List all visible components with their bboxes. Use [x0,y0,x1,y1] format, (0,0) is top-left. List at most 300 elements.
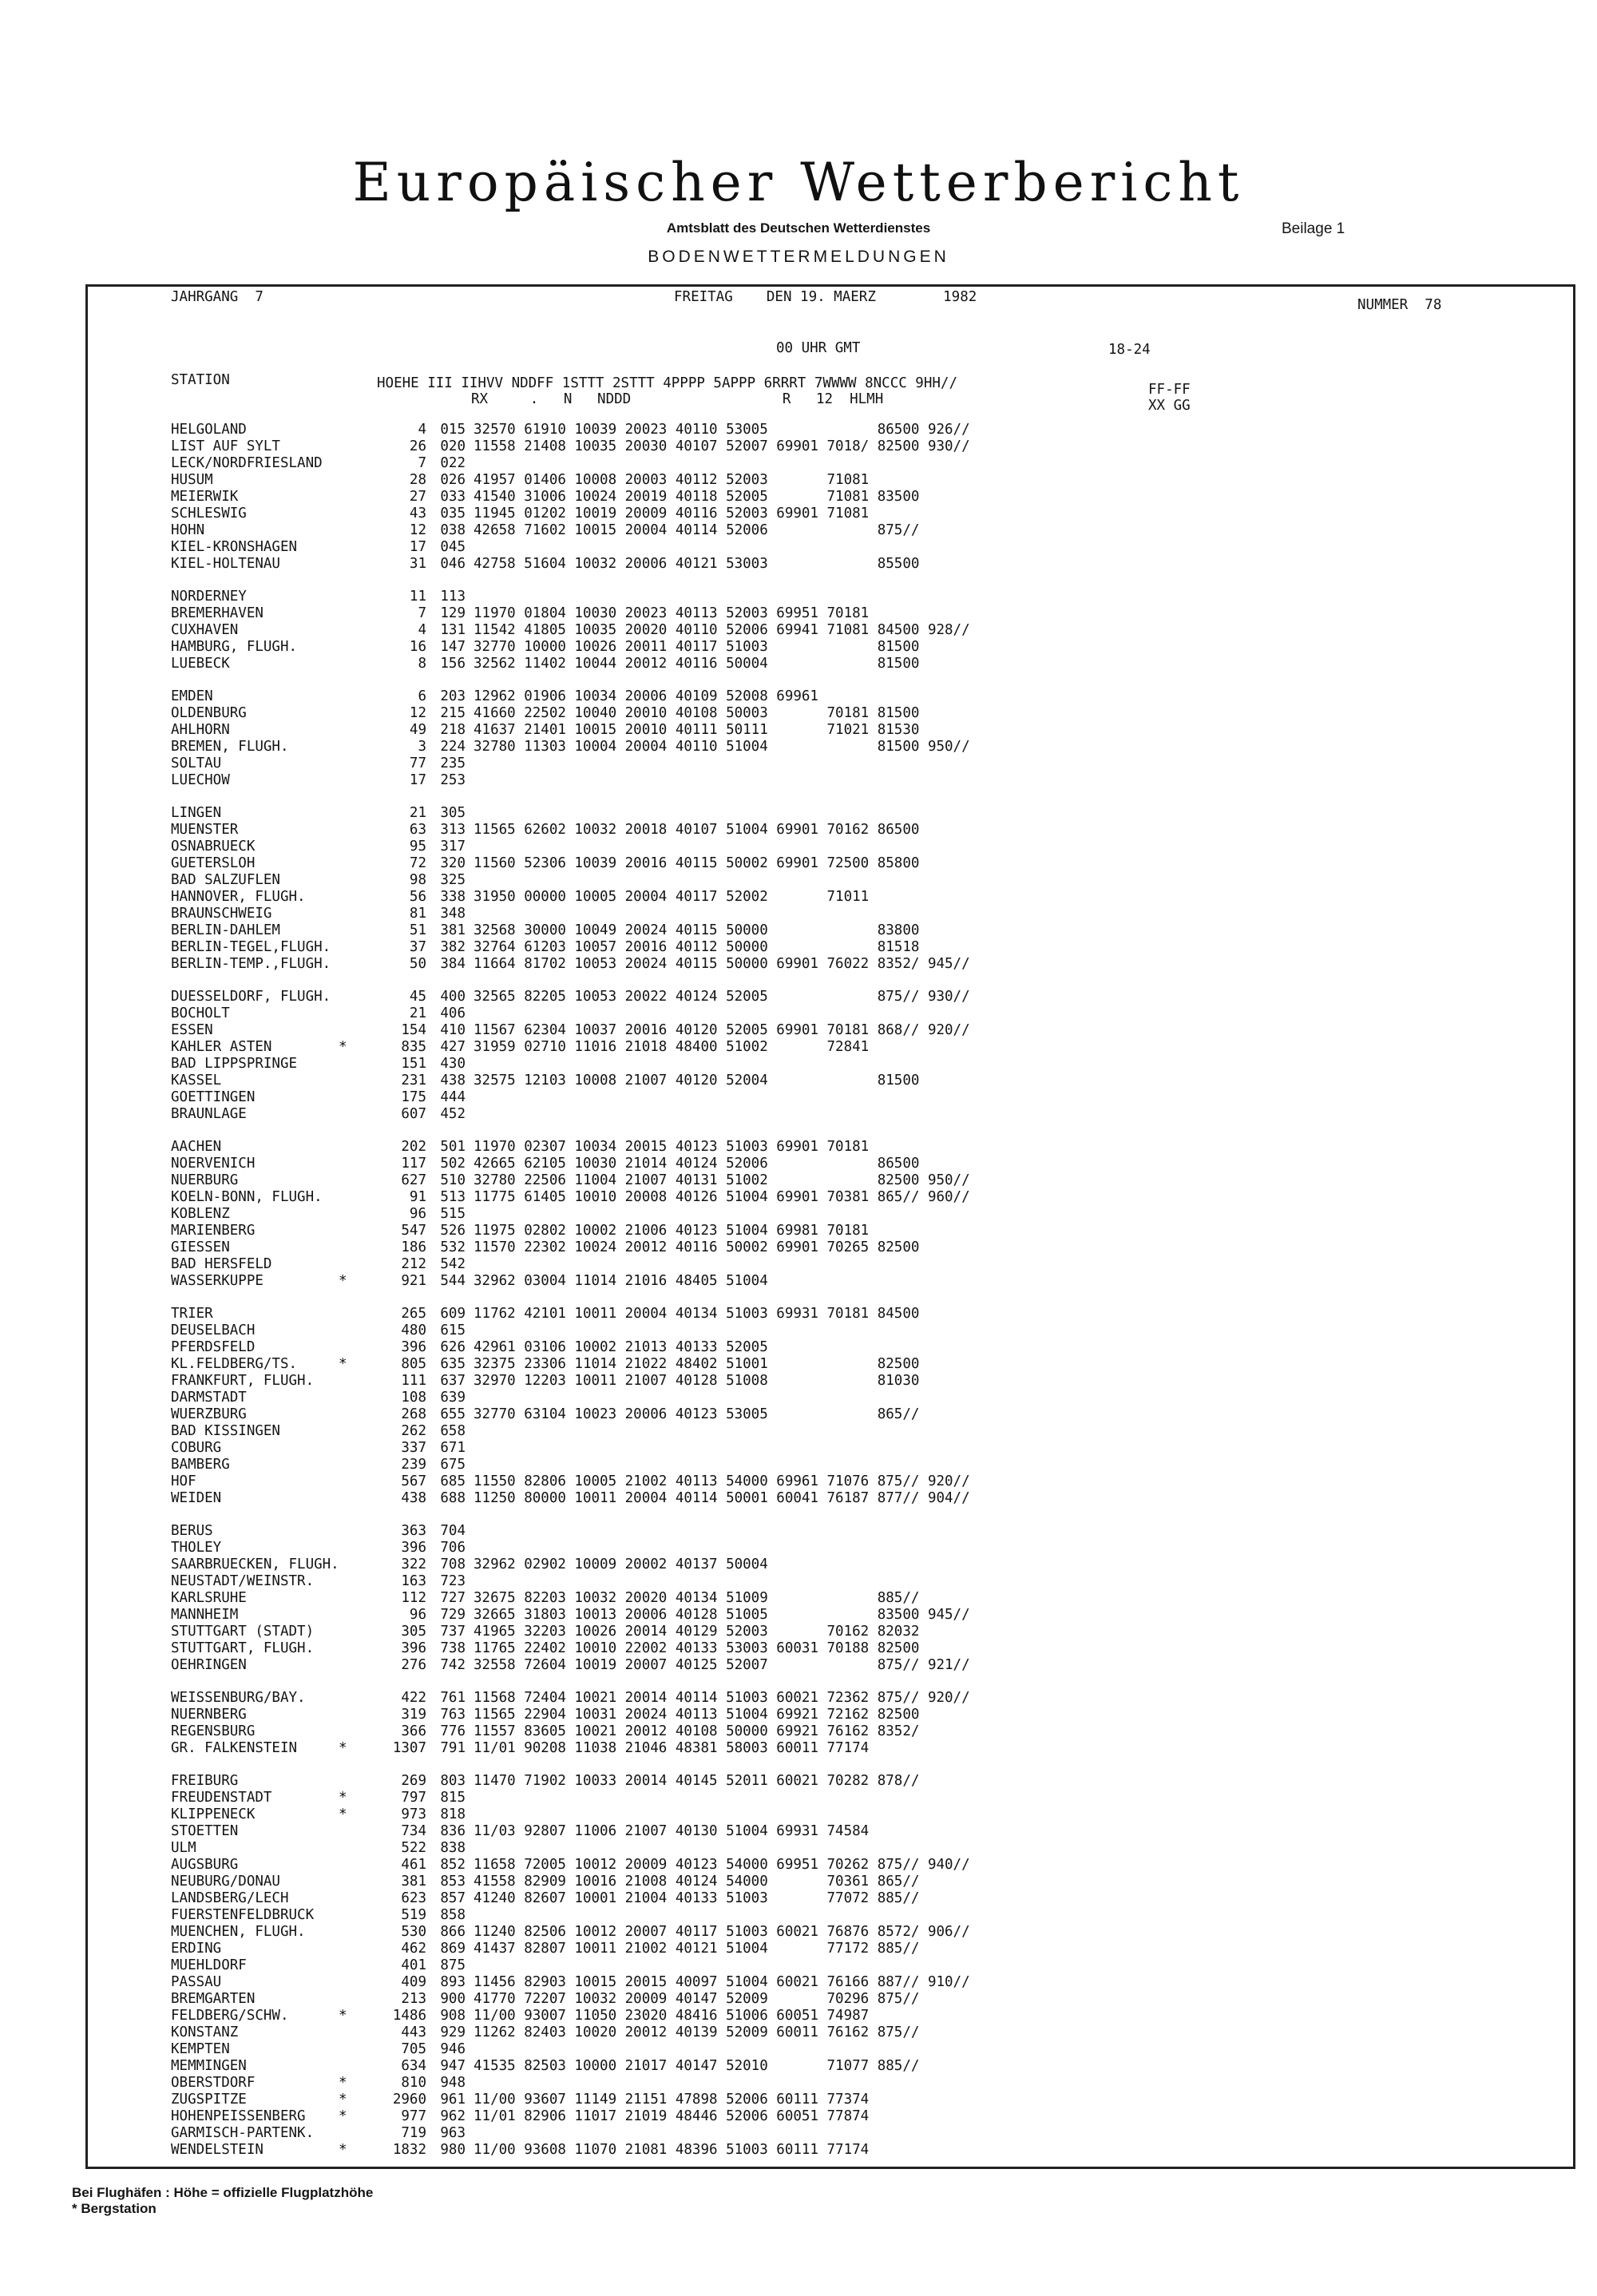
station-name: BREMEN, FLUGH. [171,739,289,755]
synop-groups: 31959 02710 11016 21018 48400 51002 72841 [474,1039,870,1055]
station-index: 838 [440,1840,466,1856]
station-index: 961 [440,2092,466,2108]
synop-groups: 41965 32203 10026 20014 40129 52003 70162 82032 [474,1624,920,1640]
station-name: BOCHOLT [171,1005,230,1021]
time-range: 18-24 [1108,342,1151,358]
synop-groups: 11970 02307 10034 20015 40123 51003 69901 70181 [474,1139,870,1155]
station-index: 218 [440,722,466,738]
station-name: AUGSBURG [171,1857,239,1873]
synop-groups: 42665 62105 10030 21014 40124 52006 86500 [474,1156,920,1172]
station-name: OLDENBURG [171,705,247,721]
station-name: BREMGARTEN [171,1991,256,2007]
station-elevation: 151 [401,1056,426,1072]
station-name: KASSEL [171,1073,222,1089]
station-elevation: 96 [409,1607,426,1623]
page-subtitle: Amtsblatt des Deutschen Wetterdienstes [666,220,931,236]
station-elevation: 21 [409,805,426,821]
station-index: 858 [440,1907,466,1923]
station-elevation: 231 [401,1073,426,1089]
station-name: NUERNBERG [171,1707,247,1723]
mountain-marker: * [339,1039,347,1055]
station-index: 400 [440,989,466,1005]
footnote-airports: Bei Flughäfen : Höhe = offizielle Flugplatzhöhe [72,2185,374,2200]
station-elevation: 154 [401,1022,426,1038]
observation-time: 00 UHR GMT [776,340,861,356]
station-elevation: 175 [401,1089,426,1105]
station-name: LUECHOW [171,772,230,788]
station-elevation: 1307 [392,1740,426,1756]
station-elevation: 921 [401,1273,426,1289]
station-elevation: 28 [409,472,426,488]
synop-groups: 32770 63104 10023 20006 40123 53005 865// [474,1406,920,1422]
station-elevation: 96 [409,1206,426,1222]
station-index: 761 [440,1690,466,1706]
wind-header-1: FF-FF [1148,382,1191,398]
code-header-1: HOEHE III IIHVV NDDFF 1STTT 2STTT 4PPPP 5APPP 6RRRT 7WWWW 8NCCC 9HH// [377,375,957,391]
mountain-marker: * [339,1790,347,1806]
mountain-marker: * [339,2008,347,2024]
station-elevation: 443 [401,2024,426,2040]
mountain-marker: * [339,2092,347,2108]
station-name: KLIPPENECK [171,1806,256,1822]
station-index: 962 [440,2108,466,2124]
station-index: 317 [440,839,466,855]
station-name: HANNOVER, FLUGH. [171,889,306,905]
station-elevation: 45 [409,989,426,1005]
station-index: 203 [440,688,466,704]
station-name: KEMPTEN [171,2041,230,2057]
synop-groups: 32570 61910 10039 20023 40110 53005 86500 926// [474,422,970,438]
station-name: MEMMINGEN [171,2058,247,2074]
station-elevation: 21 [409,1005,426,1021]
station-name: BRAUNSCHWEIG [171,906,272,922]
mountain-marker: * [339,1740,347,1756]
station-index: 215 [440,705,466,721]
station-index: 869 [440,1941,466,1957]
station-index: 510 [440,1172,466,1188]
station-elevation: 95 [409,839,426,855]
station-index: 688 [440,1490,466,1506]
station-index: 515 [440,1206,466,1222]
station-name: THOLEY [171,1540,222,1556]
station-elevation: 12 [409,705,426,721]
synop-groups: 11765 22402 10010 22002 40133 53003 60031 70188 82500 [474,1640,920,1656]
station-name: FUERSTENFELDBRUCK [171,1907,315,1923]
station-elevation: 212 [401,1256,426,1272]
station-name: MEIERWIK [171,489,239,505]
station-elevation: 72 [409,855,426,871]
station-index: 737 [440,1624,466,1640]
station-elevation: 705 [401,2041,426,2057]
station-index: 035 [440,506,466,521]
station-name: WEISSENBURG/BAY. [171,1690,306,1706]
station-name: BERLIN-TEMP.,FLUGH. [171,956,331,972]
station-name: AHLHORN [171,722,230,738]
station-elevation: 111 [401,1373,426,1389]
synop-groups: 32780 11303 10004 20004 40110 51004 81500 950// [474,739,970,755]
synop-groups: 12962 01906 10034 20006 40109 52008 69961 [474,688,818,704]
station-elevation: 276 [401,1657,426,1673]
station-index: 147 [440,639,466,655]
station-index: 382 [440,939,466,955]
station-elevation: 268 [401,1406,426,1422]
synop-groups: 11550 82806 10005 21002 40113 54000 69961 71076 875// 920// [474,1473,970,1489]
station-index: 815 [440,1790,466,1806]
station-elevation: 31 [409,556,426,572]
station-name: BAMBERG [171,1457,230,1473]
station-name: BERUS [171,1523,213,1539]
synop-groups: 41957 01406 10008 20003 40112 52003 71081 [474,472,870,488]
station-index: 501 [440,1139,466,1155]
station-name: HUSUM [171,472,213,488]
station-name: DUESSELDORF, FLUGH. [171,989,331,1005]
station-elevation: 1832 [392,2142,426,2158]
synop-groups: 32562 11402 10044 20012 40116 50004 81500 [474,656,920,672]
code-header-2: RX . N NDDD R 12 HLMH [471,391,884,407]
station-elevation: 396 [401,1640,426,1656]
synop-groups: 42758 51604 10032 20006 40121 53003 85500 [474,556,920,572]
synop-groups: 32962 02902 10009 20002 40137 50004 [474,1556,768,1572]
station-elevation: 37 [409,939,426,955]
station-name: OSNABRUECK [171,839,256,855]
station-index: 427 [440,1039,466,1055]
station-index: 131 [440,622,466,638]
station-elevation: 7 [418,605,426,621]
station-index: 513 [440,1189,466,1205]
station-index: 723 [440,1573,466,1589]
synop-groups: 11542 41805 10035 20020 40110 52006 69941 71081 84500 928// [474,622,970,638]
station-elevation: 634 [401,2058,426,2074]
station-index: 852 [440,1857,466,1873]
synop-groups: 11568 72404 10021 20014 40114 51003 60021 72362 875// 920// [474,1690,970,1706]
synop-groups: 41558 82909 10016 21008 40124 54000 70361 865// [474,1874,920,1890]
station-elevation: 43 [409,506,426,521]
station-name: KONSTANZ [171,2024,239,2040]
station-index: 738 [440,1640,466,1656]
synop-groups: 41770 72207 10032 20009 40147 52009 70296 875// [474,1991,920,2007]
station-name: MANNHEIM [171,1607,239,1623]
station-elevation: 50 [409,956,426,972]
synop-groups: 11/01 82906 11017 21019 48446 52006 60051 77874 [474,2108,870,2124]
report-date: FREITAG DEN 19. MAERZ 1982 [674,289,977,305]
synop-groups: 11/00 93608 11070 21081 48396 51003 60111 77174 [474,2142,870,2158]
station-name: OBERSTDORF [171,2075,256,2091]
station-name: MARIENBERG [171,1223,256,1239]
station-index: 908 [440,2008,466,2024]
station-elevation: 719 [401,2125,426,2141]
synop-groups: 11565 62602 10032 20018 40107 51004 69901 70162 86500 [474,822,920,838]
station-elevation: 366 [401,1723,426,1739]
station-index: 742 [440,1657,466,1673]
station-name: ESSEN [171,1022,213,1038]
station-index: 727 [440,1590,466,1606]
station-elevation: 17 [409,539,426,555]
station-elevation: 6 [418,688,426,704]
station-name: BRAUNLAGE [171,1106,247,1122]
station-name: KAHLER ASTEN [171,1039,272,1055]
station-elevation: 319 [401,1707,426,1723]
synop-groups: 41660 22502 10040 20010 40108 50003 70181 81500 [474,705,920,721]
station-name: KOELN-BONN, FLUGH. [171,1189,323,1205]
station-name: DEUSELBACH [171,1322,256,1338]
station-index: 875 [440,1957,466,1973]
synop-groups: 32665 31803 10013 20006 40128 51005 83500 945// [474,1607,970,1623]
station-index: 033 [440,489,466,505]
station-elevation: 77 [409,755,426,771]
synop-groups: 11/03 92807 11006 21007 40130 51004 69931 74584 [474,1823,870,1839]
synop-groups: 11560 52306 10039 20016 40115 50002 69901 72500 85800 [474,855,920,871]
synop-groups: 32375 23306 11014 21022 48402 51001 82500 [474,1356,920,1372]
station-name: NEUSTADT/WEINSTR. [171,1573,315,1589]
station-index: 045 [440,539,466,555]
station-name: BERLIN-TEGEL,FLUGH. [171,939,331,955]
station-name: SCHLESWIG [171,506,247,521]
synop-groups: 11/01 90208 11038 21046 48381 58003 60011 77174 [474,1740,870,1756]
station-index: 635 [440,1356,466,1372]
station-elevation: 49 [409,722,426,738]
station-name: NEUBURG/DONAU [171,1874,280,1890]
station-name: HAMBURG, FLUGH. [171,639,298,655]
station-index: 857 [440,1890,466,1906]
station-index: 671 [440,1440,466,1456]
station-name: STUTTGART, FLUGH. [171,1640,315,1656]
station-name: GIESSEN [171,1239,230,1255]
synop-groups: 41540 31006 10024 20019 40118 52005 71081 83500 [474,489,920,505]
station-name: OEHRINGEN [171,1657,247,1673]
station-elevation: 810 [401,2075,426,2091]
station-name: WEIDEN [171,1490,222,1506]
station-elevation: 56 [409,889,426,905]
station-index: 609 [440,1306,466,1322]
station-name: BAD HERSFELD [171,1256,272,1272]
synop-groups: 11/00 93607 11149 21151 47898 52006 60111 77374 [474,2092,870,2108]
station-elevation: 567 [401,1473,426,1489]
footnote-mountain: * Bergstation [72,2201,157,2216]
station-name: KIEL-HOLTENAU [171,556,280,572]
station-name: PASSAU [171,1974,222,1990]
station-elevation: 623 [401,1890,426,1906]
station-elevation: 202 [401,1139,426,1155]
station-elevation: 797 [401,1790,426,1806]
station-name: NORDERNEY [171,589,247,605]
station-name: KARLSRUHE [171,1590,247,1606]
station-elevation: 409 [401,1974,426,1990]
station-header: STATION [171,372,230,388]
station-index: 438 [440,1073,466,1089]
station-elevation: 461 [401,1857,426,1873]
station-name: HOHN [171,522,205,538]
station-elevation: 108 [401,1390,426,1406]
station-index: 430 [440,1056,466,1072]
station-elevation: 805 [401,1356,426,1372]
station-elevation: 401 [401,1957,426,1973]
station-index: 038 [440,522,466,538]
station-elevation: 734 [401,1823,426,1839]
station-name: BAD LIPPSPRINGE [171,1056,298,1072]
station-index: 655 [440,1406,466,1422]
station-name: NOERVENICH [171,1156,256,1172]
station-name: GOETTINGEN [171,1089,256,1105]
station-elevation: 627 [401,1172,426,1188]
station-elevation: 16 [409,639,426,655]
synop-groups: 11570 22302 10024 20012 40116 50002 69901 70265 82500 [474,1239,920,1255]
station-name: MUENCHEN, FLUGH. [171,1924,306,1940]
station-elevation: 27 [409,489,426,505]
section-heading: BODENWETTERMELDUNGEN [648,248,949,266]
station-index: 452 [440,1106,466,1122]
station-elevation: 4 [418,422,426,438]
station-index: 224 [440,739,466,755]
station-name: BERLIN-DAHLEM [171,922,280,938]
station-name: DARMSTADT [171,1390,247,1406]
station-elevation: 480 [401,1322,426,1338]
station-elevation: 163 [401,1573,426,1589]
station-index: 381 [440,922,466,938]
synop-groups: 41637 21401 10015 20010 40111 50111 71021 81530 [474,722,920,738]
station-elevation: 8 [418,656,426,672]
station-name: COBURG [171,1440,222,1456]
synop-groups: 11664 81702 10053 20024 40115 50000 69901 76022 8352/ 945// [474,956,970,972]
station-elevation: 51 [409,922,426,938]
station-elevation: 2960 [392,2092,426,2108]
station-name: FREUDENSTADT [171,1790,272,1806]
station-elevation: 269 [401,1773,426,1789]
station-index: 946 [440,2041,466,2057]
station-elevation: 63 [409,822,426,838]
station-elevation: 265 [401,1306,426,1322]
station-elevation: 3 [418,739,426,755]
station-index: 305 [440,805,466,821]
station-index: 615 [440,1322,466,1338]
synop-groups: 32962 03004 11014 21016 48405 51004 [474,1273,768,1289]
station-elevation: 26 [409,438,426,454]
station-name: TRIER [171,1306,213,1322]
synop-groups: 42961 03106 10002 21013 40133 52005 [474,1339,768,1355]
station-index: 544 [440,1273,466,1289]
station-index: 444 [440,1089,466,1105]
station-elevation: 305 [401,1624,426,1640]
station-elevation: 396 [401,1540,426,1556]
station-name: HOHENPEISSENBERG [171,2108,306,2124]
station-name: PFERDSFELD [171,1339,256,1355]
station-index: 803 [440,1773,466,1789]
station-index: 763 [440,1707,466,1723]
station-name: LIST AUF SYLT [171,438,280,454]
synop-groups: 32770 10000 10026 20011 40117 51003 81500 [474,639,920,655]
station-index: 704 [440,1523,466,1539]
station-index: 129 [440,605,466,621]
station-name: LECK/NORDFRIESLAND [171,455,323,471]
station-name: HOF [171,1473,196,1489]
station-index: 685 [440,1473,466,1489]
synop-groups: 11470 71902 10033 20014 40145 52011 60021 70282 878// [474,1773,920,1789]
station-elevation: 4 [418,622,426,638]
station-name: GR. FALKENSTEIN [171,1740,298,1756]
station-name: WUERZBURG [171,1406,247,1422]
synop-groups: 42658 71602 10015 20004 40114 52006 875// [474,522,920,538]
synop-groups: 11/00 93007 11050 23020 48416 51006 60051 74987 [474,2008,870,2024]
synop-groups: 11557 83605 10021 20012 40108 50000 69921 76162 8352/ [474,1723,920,1739]
station-index: 893 [440,1974,466,1990]
synop-groups: 32970 12203 10011 21007 40128 51008 81030 [474,1373,920,1389]
synop-groups: 11762 42101 10011 20004 40134 51003 69931 70181 84500 [474,1306,920,1322]
station-index: 675 [440,1457,466,1473]
station-index: 542 [440,1256,466,1272]
station-elevation: 363 [401,1523,426,1539]
beilage-label: Beilage 1 [1282,220,1345,237]
mountain-marker: * [339,2075,347,2091]
station-index: 818 [440,1806,466,1822]
mountain-marker: * [339,2108,347,2124]
station-index: 410 [440,1022,466,1038]
station-index: 658 [440,1423,466,1439]
station-name: LINGEN [171,805,222,821]
synop-groups: 11262 82403 10020 20012 40139 52009 60011 76162 875// [474,2024,920,2040]
station-name: KIEL-KRONSHAGEN [171,539,298,555]
station-index: 776 [440,1723,466,1739]
station-index: 836 [440,1823,466,1839]
station-elevation: 213 [401,1991,426,2007]
wind-header-2: XX GG [1148,398,1191,414]
synop-groups: 11658 72005 10012 20009 40123 54000 69951 70262 875// 940// [474,1857,970,1873]
station-index: 156 [440,656,466,672]
station-elevation: 1486 [392,2008,426,2024]
station-index: 015 [440,422,466,438]
station-elevation: 17 [409,772,426,788]
station-elevation: 81 [409,906,426,922]
station-name: ZUGSPITZE [171,2092,247,2108]
station-name: SOLTAU [171,755,222,771]
station-name: HELGOLAND [171,422,247,438]
station-index: 853 [440,1874,466,1890]
station-index: 866 [440,1924,466,1940]
station-name: BAD SALZUFLEN [171,872,280,888]
synop-groups: 32780 22506 11004 21007 40131 51002 82500 950// [474,1172,970,1188]
station-index: 637 [440,1373,466,1389]
synop-groups: 41240 82607 10001 21004 40133 51003 77072 885// [474,1890,920,1906]
station-index: 947 [440,2058,466,2074]
station-name: KL.FELDBERG/TS. [171,1356,298,1372]
synop-groups: 32575 12103 10008 21007 40120 52004 81500 [474,1073,920,1089]
station-name: ERDING [171,1941,222,1957]
station-name: BREMERHAVEN [171,605,264,621]
station-index: 320 [440,855,466,871]
station-index: 708 [440,1556,466,1572]
station-index: 706 [440,1540,466,1556]
station-index: 325 [440,872,466,888]
station-index: 929 [440,2024,466,2040]
station-index: 046 [440,556,466,572]
station-elevation: 98 [409,872,426,888]
station-elevation: 835 [401,1039,426,1055]
synop-groups: 11565 22904 10031 20024 40113 51004 69921 72162 82500 [474,1707,920,1723]
station-name: FRANKFURT, FLUGH. [171,1373,315,1389]
station-name: ULM [171,1840,196,1856]
station-elevation: 422 [401,1690,426,1706]
station-name: MUENSTER [171,822,239,838]
station-elevation: 11 [409,589,426,605]
station-index: 026 [440,472,466,488]
station-elevation: 519 [401,1907,426,1923]
station-elevation: 239 [401,1457,426,1473]
synop-groups: 41535 82503 10000 21017 40147 52010 71077 885// [474,2058,920,2074]
station-name: CUXHAVEN [171,622,239,638]
station-elevation: 547 [401,1223,426,1239]
station-index: 948 [440,2075,466,2091]
station-index: 338 [440,889,466,905]
station-name: FREIBURG [171,1773,239,1789]
station-index: 729 [440,1607,466,1623]
